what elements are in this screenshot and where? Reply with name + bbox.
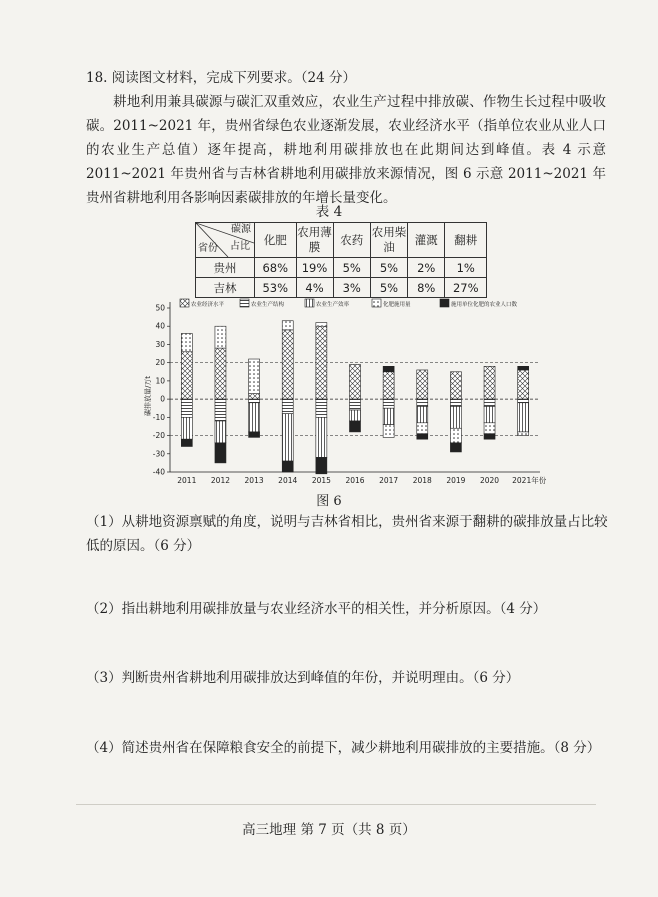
table-header-cell: 农用薄膜 xyxy=(296,223,333,258)
bar-segment xyxy=(518,370,529,399)
x-tick-label: 2020 xyxy=(479,476,500,485)
table-cell: 2% xyxy=(407,258,444,278)
bar-segment xyxy=(484,399,495,406)
x-tick-label: 2017 xyxy=(379,476,399,485)
bar-segment xyxy=(450,406,461,428)
bar-segment xyxy=(383,408,394,424)
table-row-province: 吉林 xyxy=(196,278,255,298)
bar-segment xyxy=(383,372,394,399)
table-header-row xyxy=(196,223,487,258)
table-header-cell: 翻耕 xyxy=(445,223,487,258)
table-caption: 表 4 xyxy=(315,204,343,220)
x-tick-label: 2016 xyxy=(345,476,365,485)
y-tick-label: -10 xyxy=(152,412,165,422)
y-tick-label: -20 xyxy=(152,431,165,441)
table-cell: 5% xyxy=(370,258,407,278)
y-tick-label: 10 xyxy=(155,376,165,386)
legend-swatch xyxy=(372,299,381,307)
bar-segment xyxy=(518,403,529,432)
table-cell: 5% xyxy=(333,258,370,278)
bar-segment xyxy=(450,399,461,406)
bar-segment xyxy=(282,399,293,414)
bar-segment xyxy=(350,410,361,421)
bar-segment xyxy=(383,425,394,438)
bar-segment xyxy=(215,399,226,421)
table-row xyxy=(196,278,487,298)
table-cell: 3% xyxy=(333,278,370,298)
question-4: （4）简述贵州省在保障粮食安全的前提下，减少耕地利用碳排放的主要措施。（8 分） xyxy=(86,740,601,756)
x-tick-label: 2012 xyxy=(210,476,231,485)
chart-legend xyxy=(180,299,518,308)
bar-segment xyxy=(383,366,394,371)
bar-segment xyxy=(181,439,192,446)
bar-segment xyxy=(316,417,327,457)
y-tick-label: 50 xyxy=(155,303,165,313)
bar-segment xyxy=(417,399,428,406)
y-axis-label: 碳排放量/万t xyxy=(144,375,152,417)
bar-segment xyxy=(181,334,192,352)
question-2: （2）指出耕地利用碳排放量与农业经济水平的相关性，并分析原因。（4 分） xyxy=(86,601,547,617)
legend-label: 农业生产效率 xyxy=(316,302,350,308)
question-3: （3）判断贵州省耕地利用碳排放达到峰值的年份，并说明理由。（6 分） xyxy=(86,670,520,686)
carbon-emission-chart xyxy=(140,296,560,490)
legend-swatch xyxy=(180,299,189,307)
bar-segment xyxy=(350,399,361,410)
table-cell: 4% xyxy=(296,278,333,298)
bar-segment xyxy=(181,417,192,439)
bar-segment xyxy=(484,434,495,439)
table-row-province: 贵州 xyxy=(196,258,255,278)
question-intro: 耕地利用兼具碳源与碳汇双重效应，农业生产过程中排放碳、作物生长过程中吸收碳。2011~2021 年，贵州省绿色农业逐渐发展，农业经济水平（指单位农业从业人口的农业生产总值）逐年提高，耕地利用碳排放也在此期间达到峰值。表 4 示意 2011~2021 年贵州省与吉林省耕地利用碳排放来源情况，图 6 示意 2011~2021 年贵州省耕地利用各影响因素碳排放的年增长量变化。 xyxy=(86,94,606,206)
bar-segment xyxy=(215,443,226,463)
page-footer: 高三地理 第 7 页（共 8 页） xyxy=(242,822,416,838)
bar-segment xyxy=(350,421,361,432)
table-header-cell: 灌溉 xyxy=(407,223,444,258)
bar-segment xyxy=(484,366,495,399)
bar-segment xyxy=(282,321,293,330)
bar-segment xyxy=(484,423,495,434)
y-tick-label: -40 xyxy=(152,467,165,477)
legend-swatch xyxy=(440,299,449,307)
table-header-cell: 化肥 xyxy=(255,223,297,258)
y-tick-label: 20 xyxy=(155,358,165,368)
legend-swatch xyxy=(305,299,314,307)
bar-segment xyxy=(282,461,293,472)
y-tick-label: 40 xyxy=(155,321,165,331)
bar-segment xyxy=(316,326,327,399)
question-heading: 18. 阅读图文材料，完成下列要求。（24 分） xyxy=(86,70,356,86)
bar-segment xyxy=(316,323,327,327)
bar-segment xyxy=(350,364,361,399)
bar-segment xyxy=(249,432,260,437)
table-cell: 27% xyxy=(445,278,487,298)
bar-segment xyxy=(181,352,192,399)
legend-swatch xyxy=(240,299,249,307)
bar-segment xyxy=(215,326,226,348)
bar-segment xyxy=(215,421,226,443)
bar-segment xyxy=(518,366,529,370)
figure-caption: 图 6 xyxy=(316,494,342,509)
x-tick-label: 2013 xyxy=(244,476,264,485)
bar-segment xyxy=(215,348,226,399)
x-tick-label: 2019 xyxy=(446,476,466,485)
legend-label: 农业经济水平 xyxy=(191,302,225,308)
x-tick-label: 2011 xyxy=(177,476,197,485)
table-cell: 1% xyxy=(445,258,487,278)
legend-label: 施用单位化肥的农业人口数 xyxy=(451,302,518,308)
x-tick-label: 2018 xyxy=(412,476,432,485)
x-tick-label: 2015 xyxy=(311,476,331,485)
x-tick-label: 2014 xyxy=(278,476,298,485)
bar-segment xyxy=(249,399,260,403)
table-cell: 53% xyxy=(255,278,297,298)
table-cell: 19% xyxy=(296,258,333,278)
bar-segment xyxy=(484,406,495,422)
corner-label-source: 碳源 xyxy=(231,224,251,235)
table-cell: 5% xyxy=(370,278,407,298)
question-1: （1）从耕地资源禀赋的角度，说明与吉林省相比，贵州省来源于翻耕的碳排放量占比较低的原因。（6 分） xyxy=(86,514,608,554)
legend-label: 化肥施用量 xyxy=(383,302,411,308)
chart-bars xyxy=(181,321,528,474)
corner-label-share: 占比 xyxy=(230,241,250,252)
bar-segment xyxy=(383,399,394,408)
bar-segment xyxy=(417,406,428,422)
bar-segment xyxy=(518,432,529,436)
bar-segment xyxy=(249,403,260,432)
bar-segment xyxy=(518,399,529,403)
table-cell: 8% xyxy=(407,278,444,298)
bar-segment xyxy=(282,414,293,461)
carbon-source-table xyxy=(195,222,487,298)
y-tick-label: 30 xyxy=(155,339,165,349)
bar-segment xyxy=(417,423,428,434)
y-tick-label: -30 xyxy=(152,449,165,459)
bar-segment xyxy=(316,399,327,417)
bar-segment xyxy=(282,330,293,399)
bar-segment xyxy=(249,359,260,394)
bar-segment xyxy=(450,443,461,452)
bar-segment xyxy=(417,370,428,399)
table-header-cell: 农药 xyxy=(333,223,370,258)
table-header-cell: 农用柴油 xyxy=(370,223,407,258)
table-row xyxy=(196,258,487,278)
corner-label-province: 省份 xyxy=(198,243,218,254)
table-cell: 68% xyxy=(255,258,297,278)
y-tick-label: 0 xyxy=(160,394,165,404)
bar-segment xyxy=(450,428,461,443)
bar-segment xyxy=(450,372,461,399)
bar-segment xyxy=(316,457,327,473)
legend-label: 农业生产结构 xyxy=(251,302,285,308)
bar-segment xyxy=(417,434,428,439)
footer-divider xyxy=(76,804,596,805)
table-corner-cell xyxy=(196,223,255,258)
bar-segment xyxy=(249,394,260,399)
x-tick-label: 2021年份 xyxy=(512,476,547,485)
bar-segment xyxy=(181,399,192,417)
